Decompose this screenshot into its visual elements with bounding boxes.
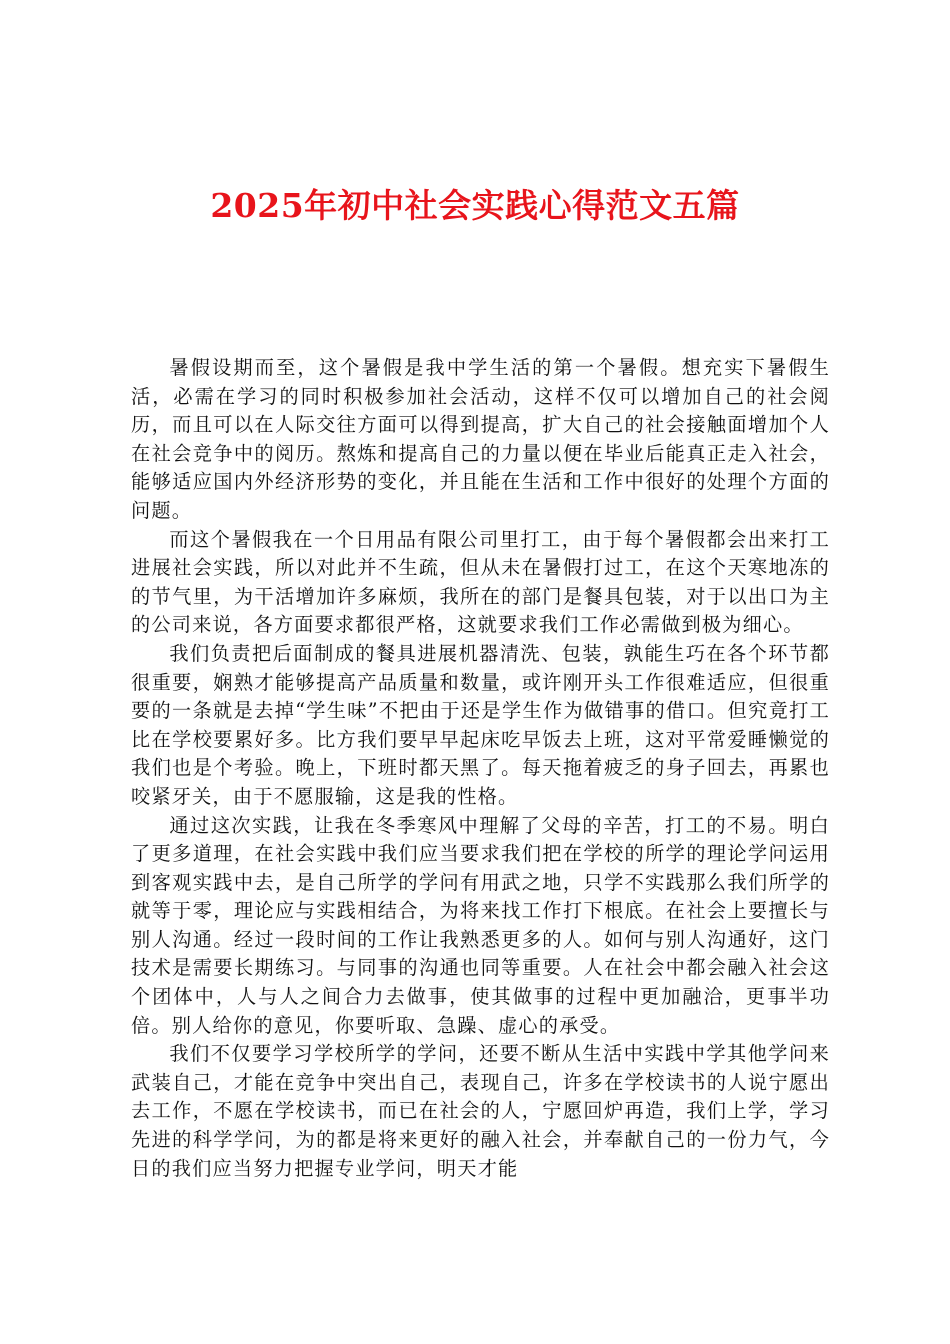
document-body xyxy=(131,354,830,1183)
paragraph: 暑假设期而至，这个暑假是我中学生活的第一个暑假。想充实下暑假生活，必需在学习的同时积极参加社会活动，这样不仅可以增加自己的社会阅历，而且可以在人际交往方面可以得到提高，扩大自己的社会接触面增加个人在社会竞争中的阅历。熬炼和提高自己的力量以便在毕业后能真正走入社会，能够适应国内外经济形势的变化，并且能在生活和工作中很好的处理个方面的问题。 xyxy=(131,356,830,522)
paragraph: 我们负责把后面制成的餐具进展机器清洗、包装，孰能生巧在各个环节都很重要，娴熟才能够提高产品质量和数量，或许刚开头工作很难适应，但很重要的一条就是去掉“学生味”不把由于还是学生作为做错事的借口。但究竟打工比在学校要累好多。比方我们要早早起床吃早饭去上班，这对平常爱睡懒觉的我们也是个考验。晚上，下班时都天黑了。每天拖着疲乏的身子回去，再累也咬紧牙关，由于不愿服输，这是我的性格。 xyxy=(131,641,830,808)
document-title: 2025年初中社会实践心得范文五篇 xyxy=(210,186,740,225)
paragraph: 通过这次实践，让我在冬季寒风中理解了父母的辛苦，打工的不易。明白了更多道理，在社会实践中我们应当要求我们把在学校的所学的理论学问运用到客观实践中去，是自己所学的学问有用武之地，只学不实践那么我们所学的就等于零，理论应与实践相结合，为将来找工作打下根底。在社会上要擅长与别人沟通。经过一段时间的工作让我熟悉更多的人。如何与别人沟通好，这门技术是需要长期练习。与同事的沟通也同等重要。人在社会中都会融入社会这个团体中，人与人之间合力去做事，使其做事的过程中更加融洽，更事半功倍。别人给你的意见，你要听取、急躁、虚心的承受。 xyxy=(131,813,830,1037)
paragraph: 我们不仅要学习学校所学的学问，还要不断从生活中实践中学其他学问来武装自己，才能在竞争中突出自己，表现自己，许多在学校读书的人说宁愿出去工作，不愿在学校读书，而已在社会的人，宁愿回炉再造，我们上学，学习先进的科学学问，为的都是将来更好的融入社会，并奉献自己的一份力气，今日的我们应当努力把握专业学问，明天才能 xyxy=(131,1042,830,1180)
paragraph: 而这个暑假我在一个日用品有限公司里打工，由于每个暑假都会出来打工进展社会实践，所以对此并不生疏，但从未在暑假打过工，在这个天寒地冻的的节气里，为干活增加许多麻烦，我所在的部门是餐具包装，对于以出口为主的公司来说，各方面要求都很严格，这就要求我们工作必需做到极为细心。 xyxy=(131,527,830,637)
